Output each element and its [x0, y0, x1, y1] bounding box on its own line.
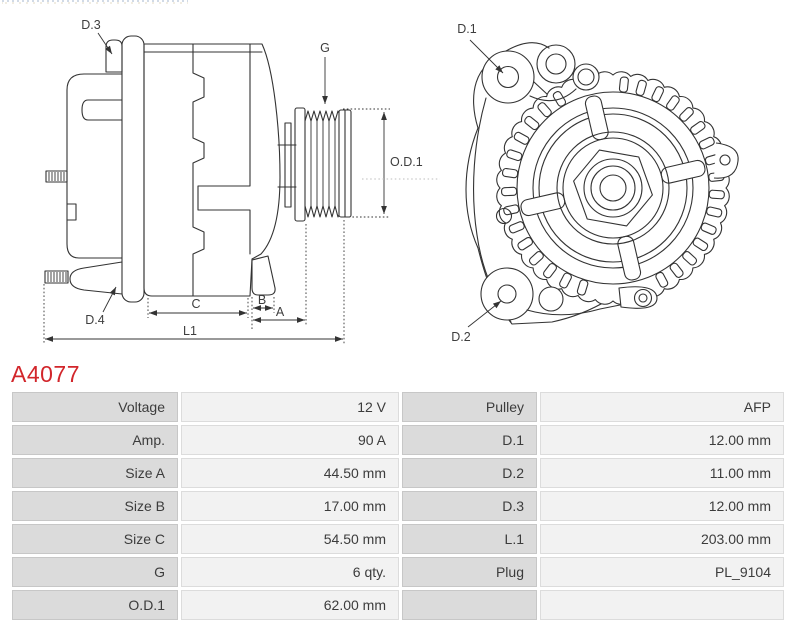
spec-value: 12 V — [181, 392, 399, 422]
front-view-drawing — [451, 22, 738, 344]
callout-d3: D.3 — [81, 18, 101, 32]
spec-label: Plug — [402, 557, 537, 587]
spec-label: Voltage — [12, 392, 178, 422]
callout-g: G — [320, 41, 330, 55]
spec-value: 54.50 mm — [181, 524, 399, 554]
spec-label — [402, 590, 537, 620]
spec-label: D.3 — [402, 491, 537, 521]
dim-label-a: A — [275, 305, 285, 319]
spec-value: 44.50 mm — [181, 458, 399, 488]
spec-label: Pulley — [402, 392, 537, 422]
spec-value: 6 qty. — [181, 557, 399, 587]
spec-value: 12.00 mm — [540, 425, 784, 455]
callout-d4: D.4 — [85, 313, 105, 327]
spec-label: Size A — [12, 458, 178, 488]
callout-d1: D.1 — [457, 22, 477, 36]
spec-label: D.2 — [402, 458, 537, 488]
spec-value: AFP — [540, 392, 784, 422]
spec-label: L.1 — [402, 524, 537, 554]
spec-label: Amp. — [12, 425, 178, 455]
spec-value: 90 A — [181, 425, 399, 455]
spec-value: PL_9104 — [540, 557, 784, 587]
dim-label-od1: O.D.1 — [390, 155, 423, 169]
dim-label-c: C — [191, 297, 201, 311]
spec-value: 203.00 mm — [540, 524, 784, 554]
spec-value: 17.00 mm — [181, 491, 399, 521]
spec-label: O.D.1 — [12, 590, 178, 620]
spec-label: G — [12, 557, 178, 587]
dim-label-b: B — [257, 293, 267, 307]
callout-d2: D.2 — [451, 330, 471, 344]
spec-table — [12, 392, 784, 620]
side-view-drawing — [44, 18, 440, 344]
spec-value: 11.00 mm — [540, 458, 784, 488]
spec-value: 62.00 mm — [181, 590, 399, 620]
spec-label: Size B — [12, 491, 178, 521]
spec-label: Size C — [12, 524, 178, 554]
dim-label-l1: L1 — [183, 324, 197, 338]
spec-value — [540, 590, 784, 620]
spec-value: 12.00 mm — [540, 491, 784, 521]
spec-label: D.1 — [402, 425, 537, 455]
part-number: A4077 — [11, 361, 81, 387]
